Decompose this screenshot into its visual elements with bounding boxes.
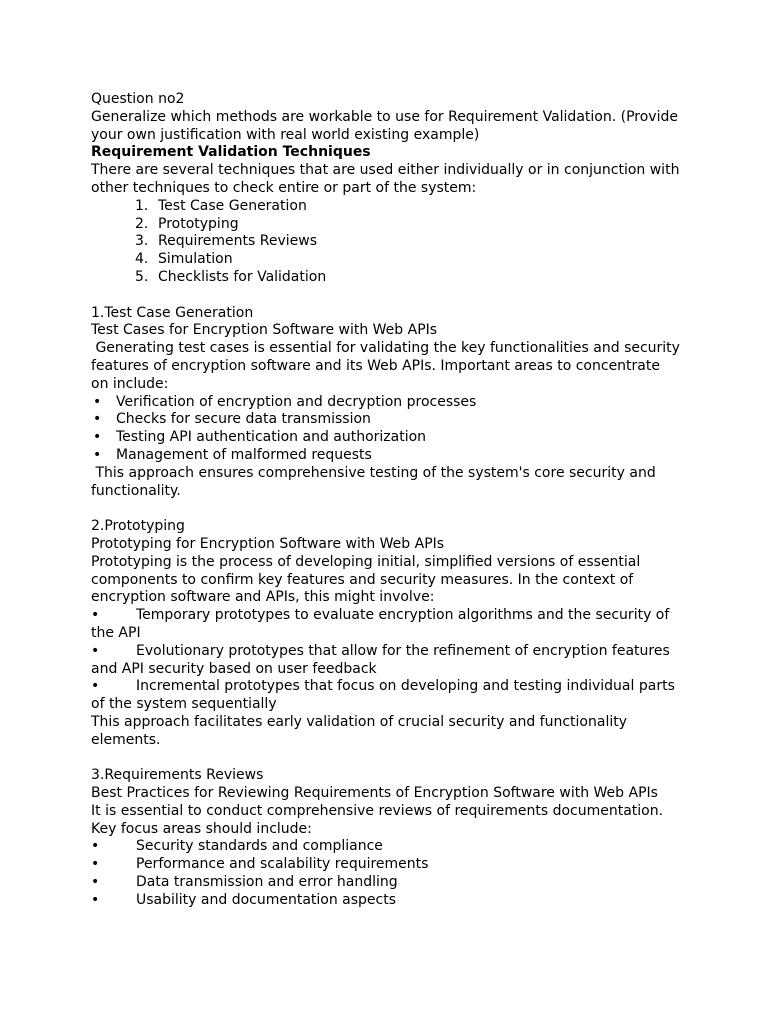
spacer	[91, 500, 691, 518]
list-item	[91, 429, 691, 447]
bullet-text: Checks for secure data transmission	[116, 411, 371, 428]
list-item-label: Prototyping	[158, 215, 239, 232]
bullet: •	[93, 411, 102, 428]
bullet: •	[91, 607, 100, 624]
list-item	[91, 856, 691, 874]
bullet-text: Evolutionary prototypes that allow for the refinement of encryption features and API security based on user feedback	[91, 642, 670, 677]
list-number: 5.	[135, 268, 149, 285]
list-item	[91, 892, 691, 910]
bullet: •	[91, 874, 100, 891]
bullet-text: Incremental prototypes that focus on developing and testing individual parts of the system sequentially	[91, 678, 675, 713]
section-closing: This approach facilitates early validation of crucial security and functionality elements.	[91, 713, 627, 748]
list-item-label: Test Case Generation	[158, 197, 307, 214]
list-item	[91, 269, 691, 287]
list-item	[91, 678, 681, 714]
section-subheading: Best Practices for Reviewing Requirements of Encryption Software with Web APIs	[91, 785, 658, 802]
intro-paragraph: There are several techniques that are used either individually or in conjunction with other techniques to check entire or part of the system:	[91, 162, 680, 196]
bullet-text: Temporary prototypes to evaluate encryption algorithms and the security of the API	[91, 607, 670, 641]
bullet: •	[91, 891, 100, 908]
bullet-text: Security standards and compliance	[136, 838, 383, 855]
bullet: •	[93, 446, 102, 463]
list-item-label: Simulation	[158, 251, 233, 268]
section-title: Requirement Validation Techniques	[91, 144, 371, 161]
prototyping-bullets	[91, 607, 681, 714]
list-number: 3.	[135, 233, 149, 250]
bullet: •	[91, 678, 100, 695]
list-item	[91, 198, 691, 216]
bullet: •	[91, 642, 100, 659]
list-item	[91, 838, 691, 856]
bullet: •	[91, 838, 100, 855]
bullet-text: Performance and scalability requirements	[136, 856, 429, 873]
bullet-text: Management of malformed requests	[116, 446, 372, 463]
list-item-label: Checklists for Validation	[158, 268, 327, 285]
bullet-text: Usability and documentation aspects	[136, 891, 397, 908]
reviews-bullets	[91, 838, 691, 909]
list-item	[91, 607, 681, 643]
list-item	[91, 216, 691, 234]
section-heading-prototyping: 2.Prototyping	[91, 518, 185, 535]
list-item	[91, 447, 691, 465]
bullet: •	[93, 429, 102, 446]
list-item	[91, 394, 691, 412]
section-subheading: Test Cases for Encryption Software with Web APIs	[91, 322, 438, 339]
techniques-list	[91, 198, 691, 287]
list-number: 4.	[135, 251, 149, 268]
section-heading-test-case: 1.Test Case Generation	[91, 304, 254, 321]
list-number: 1.	[135, 197, 149, 214]
test-case-bullets	[91, 394, 691, 465]
section-subheading: Prototyping for Encryption Software with Web APIs	[91, 535, 445, 552]
list-item-label: Requirements Reviews	[158, 233, 318, 250]
list-item	[91, 643, 681, 679]
list-item	[91, 874, 691, 892]
bullet: •	[93, 393, 102, 410]
list-number: 2.	[135, 215, 149, 232]
spacer	[91, 749, 691, 767]
question-prompt: Generalize which methods are workable to use for Requirement Validation. (Provide your own justification with real world existing example)	[91, 108, 678, 143]
bullet-text: Verification of encryption and decryption processes	[116, 393, 477, 410]
section-body: Prototyping is the process of developing initial, simplified versions of essential components to confirm key features and security measures. In the context of encryption software and APIs, this might involve:	[91, 553, 641, 606]
document-page	[91, 91, 691, 910]
list-item	[91, 411, 691, 429]
bullet: •	[91, 856, 100, 873]
list-item	[91, 233, 691, 251]
bullet-text: Testing API authentication and authorization	[116, 429, 427, 446]
section-closing: This approach ensures comprehensive testing of the system's core security and functionality.	[91, 464, 661, 499]
section-body: It is essential to conduct comprehensive reviews of requirements documentation. Key focus areas should include:	[91, 802, 664, 837]
list-item	[91, 251, 691, 269]
question-heading: Question no2	[91, 91, 185, 107]
spacer	[91, 287, 691, 305]
bullet-text: Data transmission and error handling	[136, 874, 398, 891]
section-body: Generating test cases is essential for validating the key functionalities and security features of encryption software and its Web APIs. Important areas to concentrate on include:	[91, 340, 685, 392]
section-heading-requirements-reviews: 3.Requirements Reviews	[91, 767, 264, 784]
